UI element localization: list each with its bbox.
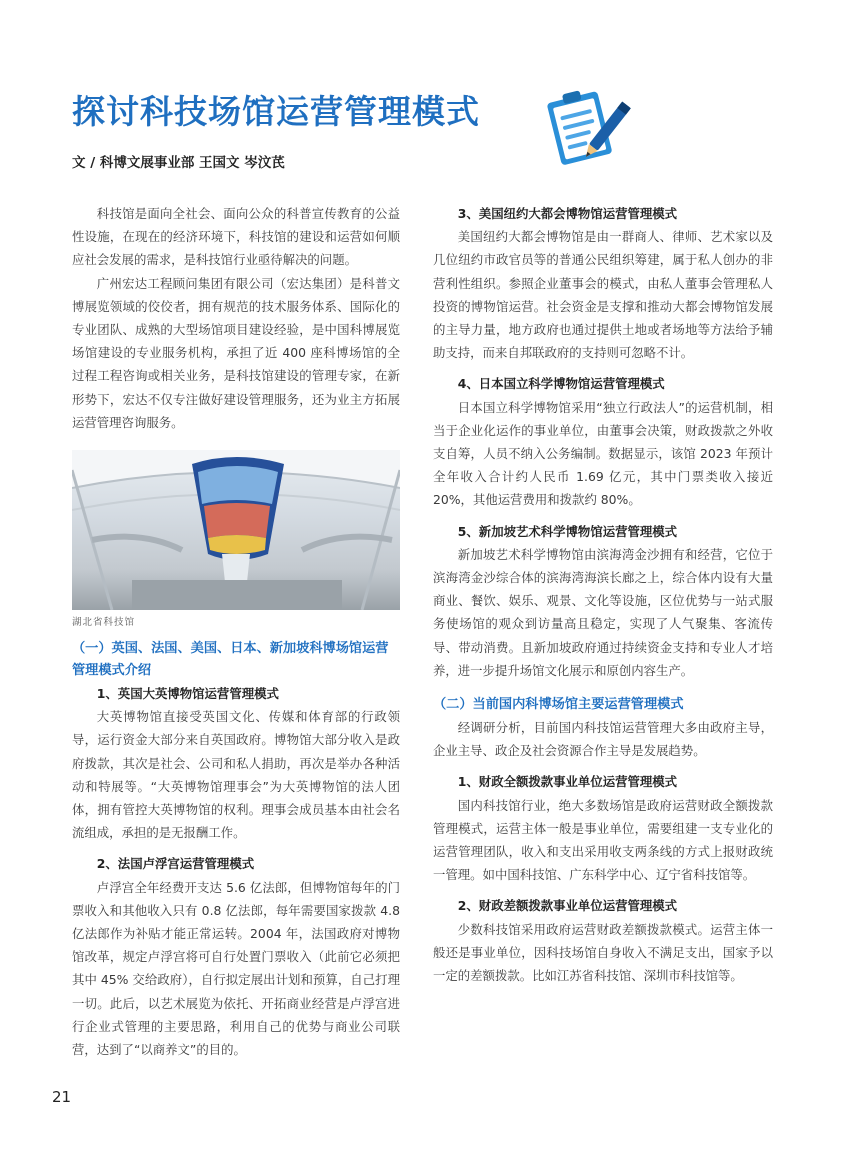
subsection-heading: 5、新加坡艺术科学博物馆运营管理模式 [457,523,678,539]
page-number: 21 [52,1088,72,1106]
subsection-heading: 1、财政全额拨款事业单位运营管理模式 [457,774,678,790]
section-heading: （二）当前国内科博场馆主要运营管理模式 [433,697,684,713]
subsection-paragraph: 少数科技馆采用政府运营财政差额拨款模式。运营主体一般还是事业单位，因科技场馆自身收入不满足支出，国家予以一定的差额拨款。比如江苏省科技馆、深圳市科技馆等。 [433,921,773,984]
subsection-paragraph: 卢浮宫全年经费开支达 5.6 亿法郎，但博物馆每年的门票收入和其他收入只有 0.8 亿法郎，每年需要国家拨款 4.8 亿法郎作为补贴才能正常运转。2004 年，法国政府对博物馆改革，规定卢浮宫将可自行处置门票收入（此前它必须把其中 45% 交给政府），自行拟定展出计划和预算，自己打理一切。此后，以艺术展览为依托、开拓商业经营是卢浮宫进行企业式管理的主要思路，利用自己的优势与商业公司联营，达到了“以商养文”的目的。 [72,879,400,1058]
subsection-heading: 2、财政差额拨款事业单位运营管理模式 [457,898,678,914]
intro-paragraph: 广州宏达工程顾问集团有限公司（宏达集团）是科普文博展览领域的佼佼者，拥有规范的技术服务体系、国际化的专业团队、成熟的大型场馆项目建设经验，是中国科博展览场馆建设的专业服务机构，承担了近 400 座科博场馆的全过程工程咨询或相关业务，是科技馆建设的管理专家，在新形势下，宏达不仅专注做好建设管理服务，还为业主方拓展运营管理咨询服务。 [72,275,400,430]
section-intro: 经调研分析，目前国内科技馆运营管理大多由政府主导，企业主导、政企及社会资源合作主导是发展趋势。 [433,720,773,759]
subsection-paragraph: 美国纽约大都会博物馆是由一群商人、律师、艺术家以及几位纽约市政官员等的普通公民组织筹建，属于私人创办的非营利性组织。参照企业董事会的模式，由私人董事会管理私人投资的博物馆运营。社会资金是支撑和推动大都会博物馆发展的主导力量，地方政府也通过提供土地或者场地等方法给予辅助支持，而来自邦联政府的支持则可忽略不计。 [433,229,773,361]
left-column [72,202,400,1061]
subsection-paragraph: 大英博物馆直接受英国文化、传媒和体育部的行政领导，运行资金大部分来自英国政府。博物馆大部分收入是政府拨款，其次是社会、公司和私人捐助，再次是举办各种活动和特展等。“大英博物馆理事会”为大英博物馆的法人团体，拥有管控大英博物馆的权利。理事会成员基本由社会名流组成，承担的是无报酬工作。 [72,709,400,841]
subsection-heading: 4、日本国立科学博物馆运营管理模式 [457,376,665,392]
photo-caption: 湖北省科技馆 [72,617,136,629]
subsection-heading: 2、法国卢浮宫运营管理模式 [96,856,255,872]
subsection-paragraph: 日本国立科学博物馆采用“独立行政法人”的运营机制，相当于企业化运作的事业单位，由董事会决策，财政拨款之外收支自筹，人员不纳入公务编制。数据显示，该馆 2023 年预计全年收入合计约人民币 1.69 亿元，其中门票类收入接近 20%，其他运营费用和拨款约 80%。 [433,399,773,508]
subsection-paragraph: 新加坡艺术科学博物馆由滨海湾金沙拥有和经营，它位于滨海湾金沙综合体的滨海湾海滨长廊之上，综合体内设有大量商业、餐饮、娱乐、观景、文化等设施，区位优势与一站式服务使场馆的观众到访量高且稳定，实现了人气聚集、客流传导、带动消费。且新加坡政府通过持续资金支持和专业人才培养，进一步提升场馆文化展示和原创内容生产。 [433,546,773,678]
clipboard-pen-icon [536,82,632,172]
museum-photo [72,450,400,610]
subsection-paragraph: 国内科技馆行业，绝大多数场馆是政府运营财政全额拨款管理模式，运营主体一般是事业单位，需要组建一支专业化的运营管理团队，收入和支出采用收支两条线的方式上报财政统一管理。如中国科技馆、广东科学中心、辽宁省科技馆等。 [433,797,773,883]
right-column [433,202,773,987]
intro-paragraph: 科技馆是面向全社会、面向公众的科普宣传教育的公益性设施，在现在的经济环境下，科技馆的建设和运营如何顺应社会发展的需求，是科技馆行业亟待解决的问题。 [72,206,400,268]
subsection-heading: 1、英国大英博物馆运营管理模式 [96,686,279,702]
section-heading: （一）英国、法国、美国、日本、新加坡科博场馆运营管理模式介绍 [72,641,389,679]
article-byline: 文 / 科博文展事业部 王国文 岑汶芪 [72,155,285,171]
subsection-heading: 3、美国纽约大都会博物馆运营管理模式 [457,206,678,221]
article-title: 探讨科技场馆运营管理模式 [72,92,480,131]
